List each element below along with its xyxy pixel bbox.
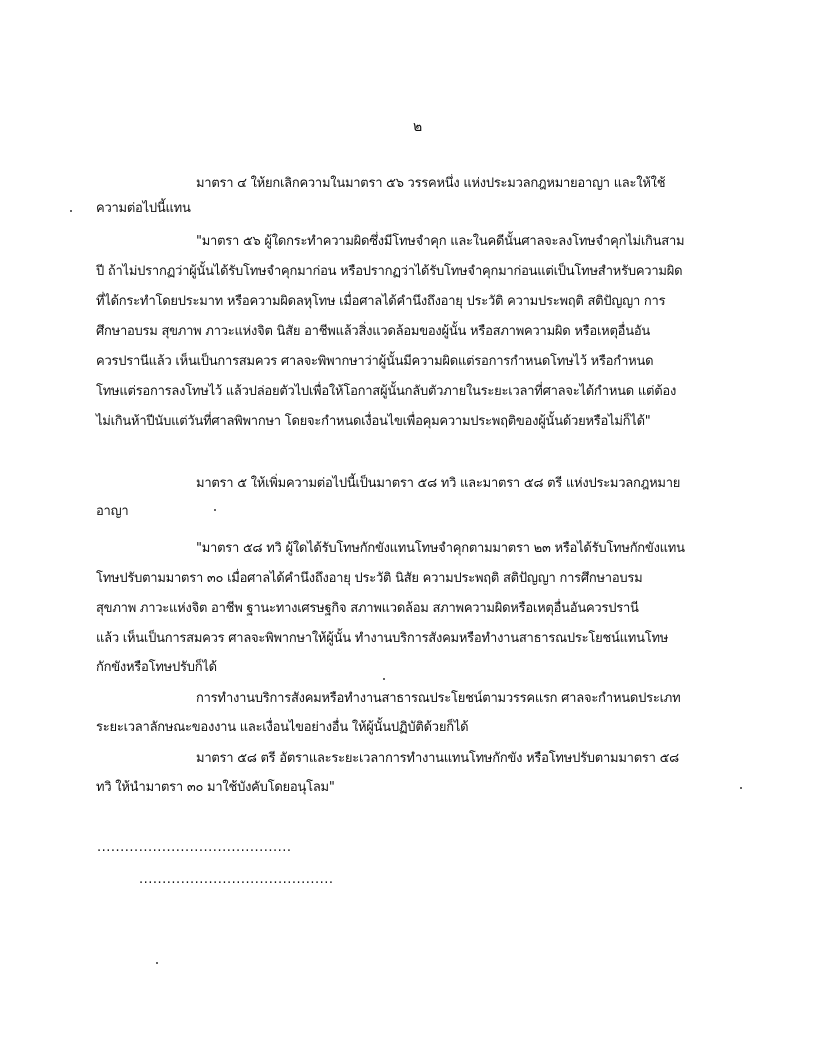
article-56-line-6: โทษแต่รอการลงโทษไว้ แล้วปล่อยตัวไปเพื่อให้โอกาสผู้นั้นกลับตัวภายในระยะเวลาที่ศาลจะได้กำหนด แต่ต้อง [96, 384, 677, 399]
section-4-line-2: ความต่อไปนี้แทน [96, 201, 191, 216]
section-5-line-1: มาตรา ๕ ให้เพิ่มความต่อไปนี้เป็นมาตรา ๕๘ ทวิ และมาตรา ๕๘ ตรี แห่งประมวลกฎหมาย [196, 476, 681, 491]
article-58-bis-para2-line-2: ระยะเวลาลักษณะของงาน และเงื่อนไขอย่างอื่น ให้ผู้นั้นปฏิบัติด้วยก็ได้ [96, 720, 469, 735]
section-4-line-1: มาตรา ๔ ให้ยกเลิกความในมาตรา ๕๖ วรรคหนึ่ง แห่งประมวลกฎหมายอาญา และให้ใช้ [196, 176, 666, 191]
article-58-ter-line-1: มาตรา ๕๘ ตรี อัตราและระยะเวลาการทำงานแทนโทษกักขัง หรือโทษปรับตามมาตรา ๕๘ [196, 751, 679, 766]
article-56-line-1: "มาตรา ๕๖ ผู้ใดกระทำความผิดซึ่งมีโทษจำคุก และในคดีนั้นศาลจะลงโทษจำคุกไม่เกินสาม [196, 234, 685, 249]
signature-line-1: .......................................... [97, 840, 292, 855]
article-58-bis-line-5: กักขังหรือโทษปรับก็ได้ [96, 660, 217, 675]
scan-speck [740, 787, 742, 789]
article-56-line-7: ไม่เกินห้าปีนับแต่วันที่ศาลพิพากษา โดยจะกำหนดเงื่อนไขเพื่อคุมความประพฤติของผู้นั้นด้วยหรือไม่ก็ได้" [96, 414, 651, 429]
article-58-bis-line-3: สุขภาพ ภาวะแห่งจิต อาชีพ ฐานะทางเศรษฐกิจ สภาพแวดล้อม สภาพความผิดหรือเหตุอื่นอันควรปรานี [96, 601, 639, 616]
article-56-line-4: ศึกษาอบรม สุขภาพ ภาวะแห่งจิต นิสัย อาชีพแล้วสิ่งแวดล้อมของผู้นั้น หรือสภาพความผิด หรือเหตุอื่นอัน [96, 324, 651, 339]
article-58-bis-line-2: โทษปรับตามมาตรา ๓๐ เมื่อศาลได้คำนึงถึงอายุ ประวัติ นิสัย ความประพฤติ สติปัญญา การศึกษาอบรม [96, 571, 643, 586]
article-58-ter-line-2: ทวิ ให้นำมาตรา ๓๐ มาใช้บังคับโดยอนุโลม" [96, 780, 335, 795]
section-5-line-2: อาญา [96, 504, 129, 519]
article-56-line-5: ควรปรานีแล้ว เห็นเป็นการสมควร ศาลจะพิพากษาว่าผู้นั้นมีความผิดแต่รอการกำหนดโทษไว้ หรือกำหนด [96, 354, 654, 369]
scan-speck [383, 678, 385, 680]
page-number: ๒ [413, 119, 423, 135]
signature-line-2: .......................................... [139, 872, 334, 887]
article-58-bis-line-1: "มาตรา ๕๘ ทวิ ผู้ใดได้รับโทษกักขังแทนโทษจำคุกตามมาตรา ๒๓ หรือได้รับโทษกักขังแทน [196, 541, 685, 556]
article-58-bis-para2-line-1: การทำงานบริการสังคมหรือทำงานสาธารณประโยชน์ตามวรรคแรก ศาลจะกำหนดประเภท [196, 691, 681, 706]
scan-speck [156, 962, 158, 964]
scan-speck [214, 509, 216, 511]
article-56-line-2: ปี ถ้าไม่ปรากฏว่าผู้นั้นได้รับโทษจำคุกมาก่อน หรือปรากฏว่าได้รับโทษจำคุกมาก่อนแต่เป็นโทษสำหรับความผิด [96, 264, 683, 279]
article-56-line-3: ที่ได้กระทำโดยประมาท หรือความผิดลหุโทษ เมื่อศาลได้คำนึงถึงอายุ ประวัติ ความประพฤติ สติปัญญา การ [96, 294, 666, 309]
scan-speck [70, 210, 72, 212]
article-58-bis-line-4: แล้ว เห็นเป็นการสมควร ศาลจะพิพากษาให้ผู้นั้น ทำงานบริการสังคมหรือทำงานสาธารณประโยชน์แทนโทษ [96, 631, 669, 646]
